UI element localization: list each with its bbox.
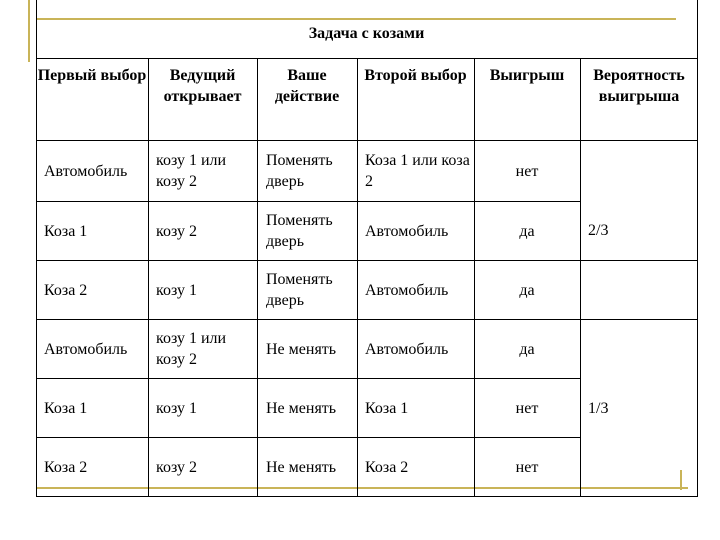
table-cell: Коза 1 <box>44 399 88 417</box>
table-cell: Коза 1 или коза 2 <box>365 152 470 190</box>
table-cell: козу 1 <box>156 399 197 417</box>
table-cell: козу 1 или козу 2 <box>156 330 227 368</box>
col-divider-2 <box>257 58 258 496</box>
probability-switch: 2/3 <box>588 222 609 239</box>
table-cell: Автомобиль <box>365 340 449 358</box>
table-cell: козу 1 <box>156 281 197 299</box>
table-cell: козу 1 или козу 2 <box>156 152 227 190</box>
probability-stay: 1/3 <box>588 399 609 417</box>
table-cell: нет <box>515 399 539 417</box>
table-cell: Коза 1 <box>365 399 409 417</box>
table-cell: да <box>519 340 535 358</box>
col-divider-3 <box>357 58 358 496</box>
table-cell: Автомобиль <box>365 222 449 240</box>
col-divider-1 <box>148 58 149 496</box>
table-cell: козу 2 <box>156 222 197 240</box>
table-cell: Поменять дверь <box>266 152 333 190</box>
header-second-choice: Второй выбор <box>364 67 467 84</box>
table-cell: Коза 2 <box>44 281 88 299</box>
table-title-separator <box>36 58 698 59</box>
table-cell: Поменять дверь <box>266 271 333 309</box>
table-cell: Автомобиль <box>365 281 449 299</box>
table-cell: Автомобиль <box>44 162 128 180</box>
table-cell: да <box>519 281 535 299</box>
table-cell: Не менять <box>266 399 337 417</box>
header-your-action: Ваше действие <box>274 67 340 105</box>
header-host-opens: Ведущий открывает <box>163 67 242 105</box>
table-cell: Не менять <box>266 458 337 476</box>
decorative-line-top <box>36 18 676 20</box>
table-border-bottom <box>36 496 698 497</box>
table-title: Задача с козами <box>308 25 425 42</box>
header-win-probability: Вероятность выигрыша <box>593 67 685 105</box>
col-divider-5 <box>580 58 581 496</box>
table-cell: Коза 1 <box>44 222 88 240</box>
table-cell: козу 2 <box>156 458 197 476</box>
header-first-choice: Первый выбор <box>37 67 147 84</box>
table-cell: да <box>519 222 535 240</box>
table-cell: Поменять дверь <box>266 212 333 250</box>
table-cell: Автомобиль <box>44 340 128 358</box>
table-cell: Коза 2 <box>365 458 409 476</box>
decorative-line-left <box>28 0 30 62</box>
table-cell: нет <box>515 458 539 476</box>
table-cell: Коза 2 <box>44 458 88 476</box>
table-cell: Не менять <box>266 340 337 358</box>
table-cell: нет <box>515 162 539 180</box>
header-win: Выигрыш <box>489 67 565 84</box>
